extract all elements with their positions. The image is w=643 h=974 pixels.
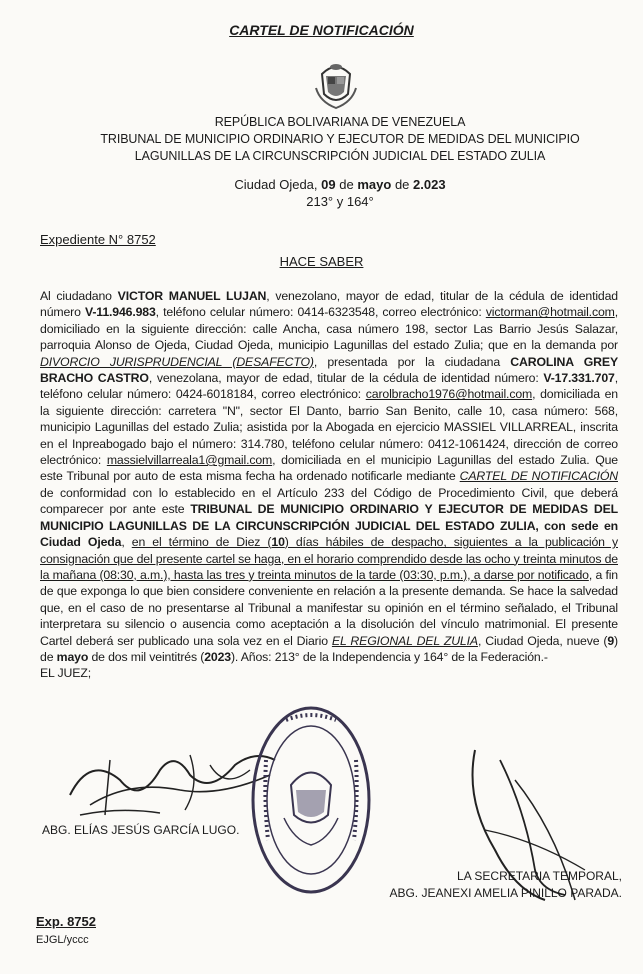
email-link: victorman@hotmail.com xyxy=(485,305,615,320)
court-seal-icon xyxy=(246,700,376,900)
document-date: Ciudad Ojeda, 09 de mayo de 2.023 xyxy=(234,177,446,192)
coat-of-arms-icon xyxy=(312,58,360,112)
document-title: CARTEL DE NOTIFICACIÓN xyxy=(229,22,414,38)
notice-body: Al ciudadano VICTOR MANUEL LUJAN, venezolano, mayor de edad, titular de la cédula de identidad número V-11.946.983, teléfono celular número: 0414-6323548, correo electrónico: victorman@hotmail.com, domiciliado en la siguiente dirección: calle Ancha, casa número 198, sector Las Barrio Jesús Salazar, parroquia Alonso de Ojeda, Ciudad Ojeda, municipio Lagunillas del estado Zulia; que en la demanda por DIVORCIO JURISPRUDENCIAL (DESAFECTO), presentada por la ciudadana CAROLINA GREY BRACHO CASTRO, venezolana, mayor de edad, titular de la cédula de identidad número: V-17.331.707, teléfono celular número: 0424-6018184, correo electrónico: carolbracho1976@hotmail.com, domiciliada en la siguiente dirección: carretera "N", sector El Danto, barrio San Benito, calle 10, casa número: 568, municipio Lagunillas del estado Zulia; asistida por la Abogada en ejercicio MASSIEL VILLARREAL, inscrita en el Inpreabogado bajo el número: 314.780, teléfono celular número: 0412-1061424, dirección de correo electrónico: massielvillarreala1@gmail.com, domiciliada en el municipio Lagunillas del estado Zulia. Que este Tribunal por auto de esta misma fecha ha ordenado notificarle mediante CARTEL DE NOTIFICACIÓN de conformidad con lo establecido en el Artículo 233 del Código de Procedimiento Civil, que deberá comparecer por ante este TRIBUNAL DE MUNICIPIO ORDINARIO Y EJECUTOR DE MEDIDAS DEL MUNICIPIO LAGUNILLAS DE LA CIRCUNSCRIPCIÓN JUDICIAL DEL ESTADO ZULIA, con sede en Ciudad Ojeda, en el término de Diez (10) días hábiles de despacho, siguientes a la publicación y consignación que del presente cartel se haga, en el horario comprendido desde las ocho y treinta minutos de la mañana (08:30, a.m.), hasta las tres y treinta minutos de la tarde (03:30, p.m.), a darse por notificado, a fin de que exponga lo que bien considere conveniente en relación a la presente demanda. Se hace la salvedad que, en el caso de no presentarse al Tribunal a manifestar su opinión en el término señalado, el Tribunal interpretara su silencio o ausencia como aceptación a la disolución del vínculo matrimonial. El presente Cartel deberá ser publicado una sola vez en el Diario EL REGIONAL DEL ZULIA, Ciudad Ojeda, nueve (9) de mayo de dos mil veintitrés (2023). Años: 213° de la Independencia y 164° de la Federación.- EL JUEZ; xyxy=(40,289,619,681)
header-line-1: REPÚBLICA BOLIVARIANA DE VENEZUELA xyxy=(214,115,466,129)
judge-name: ABG. ELÍAS JESÚS GARCÍA LUGO. xyxy=(42,823,240,837)
header-line-2: TRIBUNAL DE MUNICIPIO ORDINARIO Y EJECUTOR DE MEDIDAS DEL MUNICIPIO xyxy=(100,132,580,146)
footer-initials: EJGL/yccc xyxy=(36,934,89,946)
secretary-title: LA SECRETARIA TEMPORAL, xyxy=(457,869,622,883)
secretary-name: ABG. JEANEXI AMELIA PINILLO PARADA. xyxy=(389,886,622,900)
case-number: Expediente N° 8752 xyxy=(40,232,156,247)
email-link: carolbracho1976@hotmail.com xyxy=(365,387,533,402)
footer-case-number: Exp. 8752 xyxy=(36,914,96,929)
section-heading: HACE SABER xyxy=(279,254,364,269)
judge-label: EL JUEZ; xyxy=(40,666,91,681)
document-years: 213° y 164° xyxy=(306,194,374,209)
header-line-3: LAGUNILLAS DE LA CIRCUNSCRIPCIÓN JUDICIAL DEL ESTADO ZULIA xyxy=(134,149,546,163)
email-link: massielvillarreala1@gmail.com xyxy=(106,453,273,468)
secretary-block xyxy=(370,868,622,902)
